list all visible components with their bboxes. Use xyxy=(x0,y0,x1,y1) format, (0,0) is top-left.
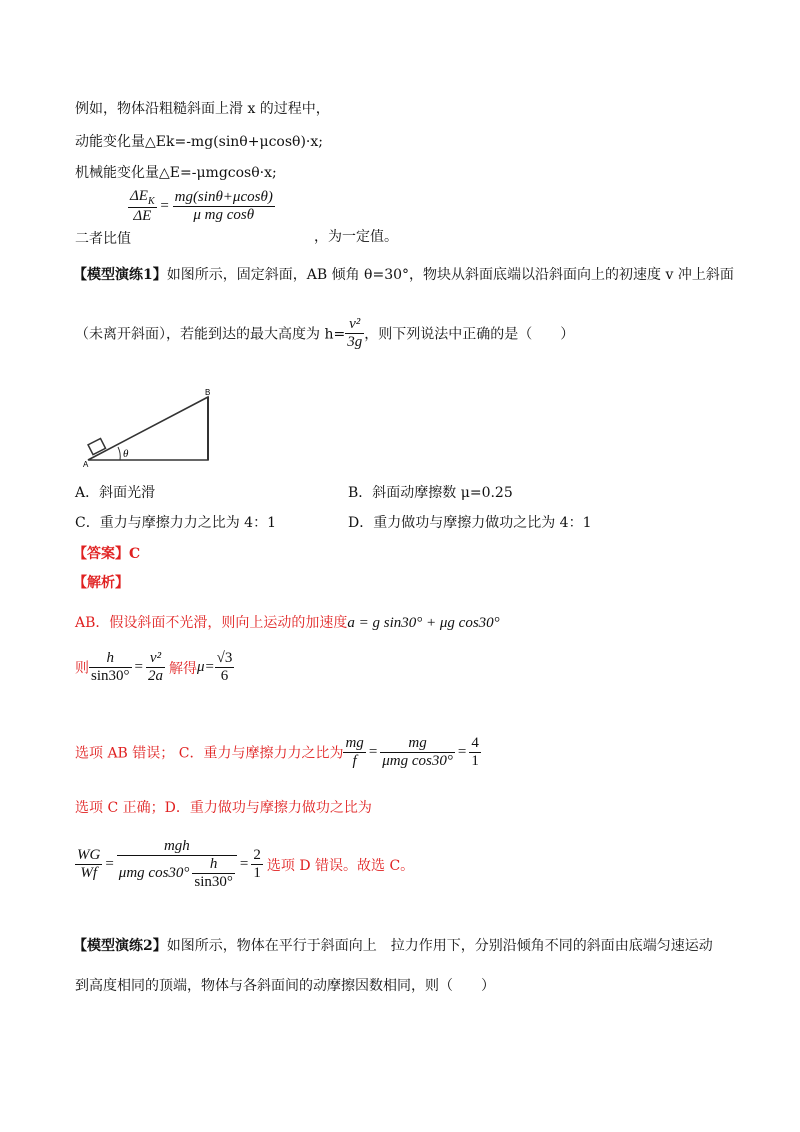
sol2-mu: μ= xyxy=(196,659,215,675)
sol1-math: a = g sin30° + μg cos30° xyxy=(347,615,500,631)
ex1-text-2-prefix: （未离开斜面），若能到达的最大高度为 h= xyxy=(75,326,346,343)
sol2-f1-den: sin30° xyxy=(91,668,130,684)
sol5-f1-num: WG xyxy=(77,847,101,863)
sol1 xyxy=(75,612,500,632)
option-b: B．斜面动摩擦数 μ=0.25 xyxy=(348,485,513,501)
ex2-line-2: 到高度相同的顶端，物体与各斜面间的动摩擦因数相同，则（ ） xyxy=(75,978,495,994)
fig-label-theta: θ xyxy=(123,448,129,460)
ex1-h-num: v² xyxy=(345,316,364,334)
ratio-den: ΔE xyxy=(133,208,152,224)
ex1-text-1: 如图所示，固定斜面，AB 倾角 θ=30°，物块从斜面底端以沿斜面向上的初速度 v 冲上斜面 xyxy=(166,267,734,283)
sol2-prefix: 则 xyxy=(75,660,89,677)
sol5-inner-num: h xyxy=(192,856,235,874)
option-d: D．重力做功与摩擦力做功之比为 4：1 xyxy=(348,515,592,531)
sol2-f3-num: √3 xyxy=(216,650,233,666)
ex1-tag: 【模型演练1】 xyxy=(73,267,167,283)
sol1-text: AB．假设斜面不光滑，则向上运动的加速度 xyxy=(75,615,348,631)
incline-triangle xyxy=(88,397,208,460)
option-a: A．斜面光滑 xyxy=(75,485,156,501)
sol2-frac1 xyxy=(89,650,132,685)
sol3-f3-num: 4 xyxy=(471,735,479,751)
sol2-f1-num: h xyxy=(89,650,132,668)
fig-label-a: A xyxy=(83,460,89,469)
fig-label-b: B xyxy=(205,388,211,397)
ratio-num-sub: K xyxy=(147,196,155,207)
sol5-inner-frac xyxy=(192,856,235,891)
sol4-text: 选项 C 正确；D．重力做功与摩擦力做功之比为 xyxy=(75,800,372,816)
sol2-f3-den: 6 xyxy=(220,668,229,684)
ex1-h-den: 3g xyxy=(347,334,363,350)
sol2-frac3 xyxy=(215,650,235,685)
ratio-rhs-num: mg(sinθ+μcosθ) xyxy=(174,189,273,205)
sol5-f2-num: mgh xyxy=(117,838,237,856)
intro-line-1: 例如，物体沿粗糙斜面上滑 x 的过程中， xyxy=(75,101,330,117)
answer-tag: 【答案】C xyxy=(73,546,141,562)
sol3-f1-den: f xyxy=(352,753,357,769)
ratio-rhs-den: μ mg cosθ xyxy=(193,207,255,223)
theta-arc xyxy=(118,447,120,460)
sol3-f2-num: mg xyxy=(380,735,455,753)
sol5-f2-den xyxy=(117,856,237,891)
sol5-frac1 xyxy=(75,847,102,882)
intro-line-4-prefix: 二者比值 xyxy=(75,231,131,247)
intro-line-3: 机械能变化量△E=-μmgcosθ·x; xyxy=(75,165,277,181)
sol5-frac2 xyxy=(117,838,237,891)
ex1-line-2 xyxy=(75,316,574,351)
sol2-mid: 解得 xyxy=(168,660,197,677)
ratio-num: ΔE xyxy=(130,188,148,204)
sol5-inner-den: sin30° xyxy=(194,874,233,890)
ex2-tag: 【模型演练2】 xyxy=(73,938,167,954)
sol5-f3-den: 1 xyxy=(253,865,261,881)
sol2-f2-den: 2a xyxy=(147,668,163,684)
intro-line-2: 动能变化量△Ek=-mg(sinθ+μcosθ)·x; xyxy=(75,134,323,150)
ex2-line-1 xyxy=(73,935,713,955)
sol2-frac2 xyxy=(146,650,165,685)
incline-figure xyxy=(80,385,220,470)
sol3-frac3 xyxy=(469,735,481,770)
sol3-f1-num: mg xyxy=(345,735,364,751)
analysis-tag: 【解析】 xyxy=(73,575,129,591)
sol3-f2-den: μmg cos30° xyxy=(382,753,453,769)
ex1-text-2-suffix: ，则下列说法中正确的是（ ） xyxy=(364,326,575,343)
ex1-h-fraction xyxy=(345,316,364,351)
ratio-formula: $\frac{\Delta E_K}{\Delta E}$ = $\frac{mg(\sin\theta+\mu\cos\theta)}{\text{μ mg cosθ}}$ xyxy=(130,188,273,224)
sol2-f2-num: v² xyxy=(146,650,165,668)
sol5-text: 选项 D 错误。故选 C。 xyxy=(266,857,415,874)
sol5-f3-num: 2 xyxy=(253,847,261,863)
sol5-f2-den-a: μmg cos30° xyxy=(118,865,190,881)
sol3: 选项 AB 错误； C．重力与摩擦力力之比为 $\frac{mg}{f}$ = $\frac{mg}{\text{μmg cos30°}}$ = $\frac{4}{1}$ xyxy=(75,735,479,769)
sol3-frac1 xyxy=(343,735,365,770)
sol3-text: 选项 AB 错误； C．重力与摩擦力力之比为 xyxy=(75,745,344,762)
sol5-f1-den: Wf xyxy=(80,865,97,881)
sol5-frac3 xyxy=(251,847,263,882)
sol2-eq: = xyxy=(134,659,143,675)
sol3-f3-den: 1 xyxy=(471,753,479,769)
option-c: C．重力与摩擦力力之比为 4：1 xyxy=(75,515,276,531)
sol2 xyxy=(75,650,234,685)
intro-line-4-suffix: ，为一定值。 xyxy=(314,229,398,245)
sol5: $\frac{WG}{Wf}$ = mgh μmg cos30° $\frac{h}{\sin 30^\circ}$ = $\frac{2}{1}$ 选项 D 错误。故选 C。 xyxy=(77,838,415,890)
ex1-line-1 xyxy=(73,264,734,284)
ex2-text-1: 如图所示，物体在平行于斜面向上 拉力作用下，分别沿倾角不同的斜面由底端匀速运动 xyxy=(166,938,713,954)
sol3-frac2 xyxy=(380,735,455,770)
